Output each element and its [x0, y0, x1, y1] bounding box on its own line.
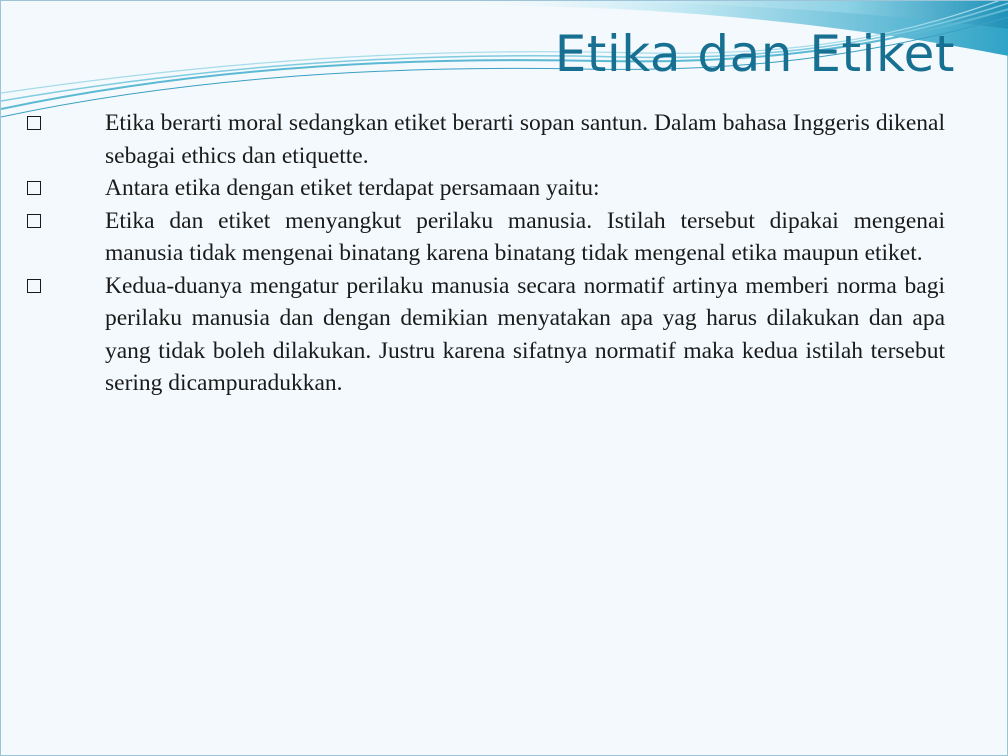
square-bullet-icon	[27, 181, 41, 195]
bullet-text: Etika dan etiket menyangkut perilaku manusia. Istilah tersebut dipakai mengenai manusia tidak mengenai binatang karena binatang tidak mengenal etika maupun etiket.	[105, 207, 945, 266]
slide-title: Etika dan Etiket	[554, 25, 955, 83]
square-bullet-icon	[27, 116, 41, 130]
bullet-text: Kedua-duanya mengatur perilaku manusia secara normatif artinya memberi norma bagi perilaku manusia dan dengan demikian menyatakan apa yag harus dilakukan dan apa yang tidak boleh dilakukan. Justru karena sifatnya normatif maka kedua istilah tersebut sering dicampuradukkan.	[105, 272, 945, 396]
bullet-item	[27, 205, 945, 270]
square-bullet-icon	[27, 214, 41, 228]
bullet-text: Antara etika dengan etiket terdapat persamaan yaitu:	[105, 175, 600, 201]
bullet-list	[27, 107, 945, 400]
bullet-text: Etika berarti moral sedangkan etiket berarti sopan santun. Dalam bahasa Inggeris dikenal sebagai ethics dan etiquette.	[105, 110, 945, 169]
bullet-item	[27, 172, 945, 205]
bullet-item	[27, 270, 945, 400]
square-bullet-icon	[27, 279, 41, 293]
bullet-item	[27, 107, 945, 172]
